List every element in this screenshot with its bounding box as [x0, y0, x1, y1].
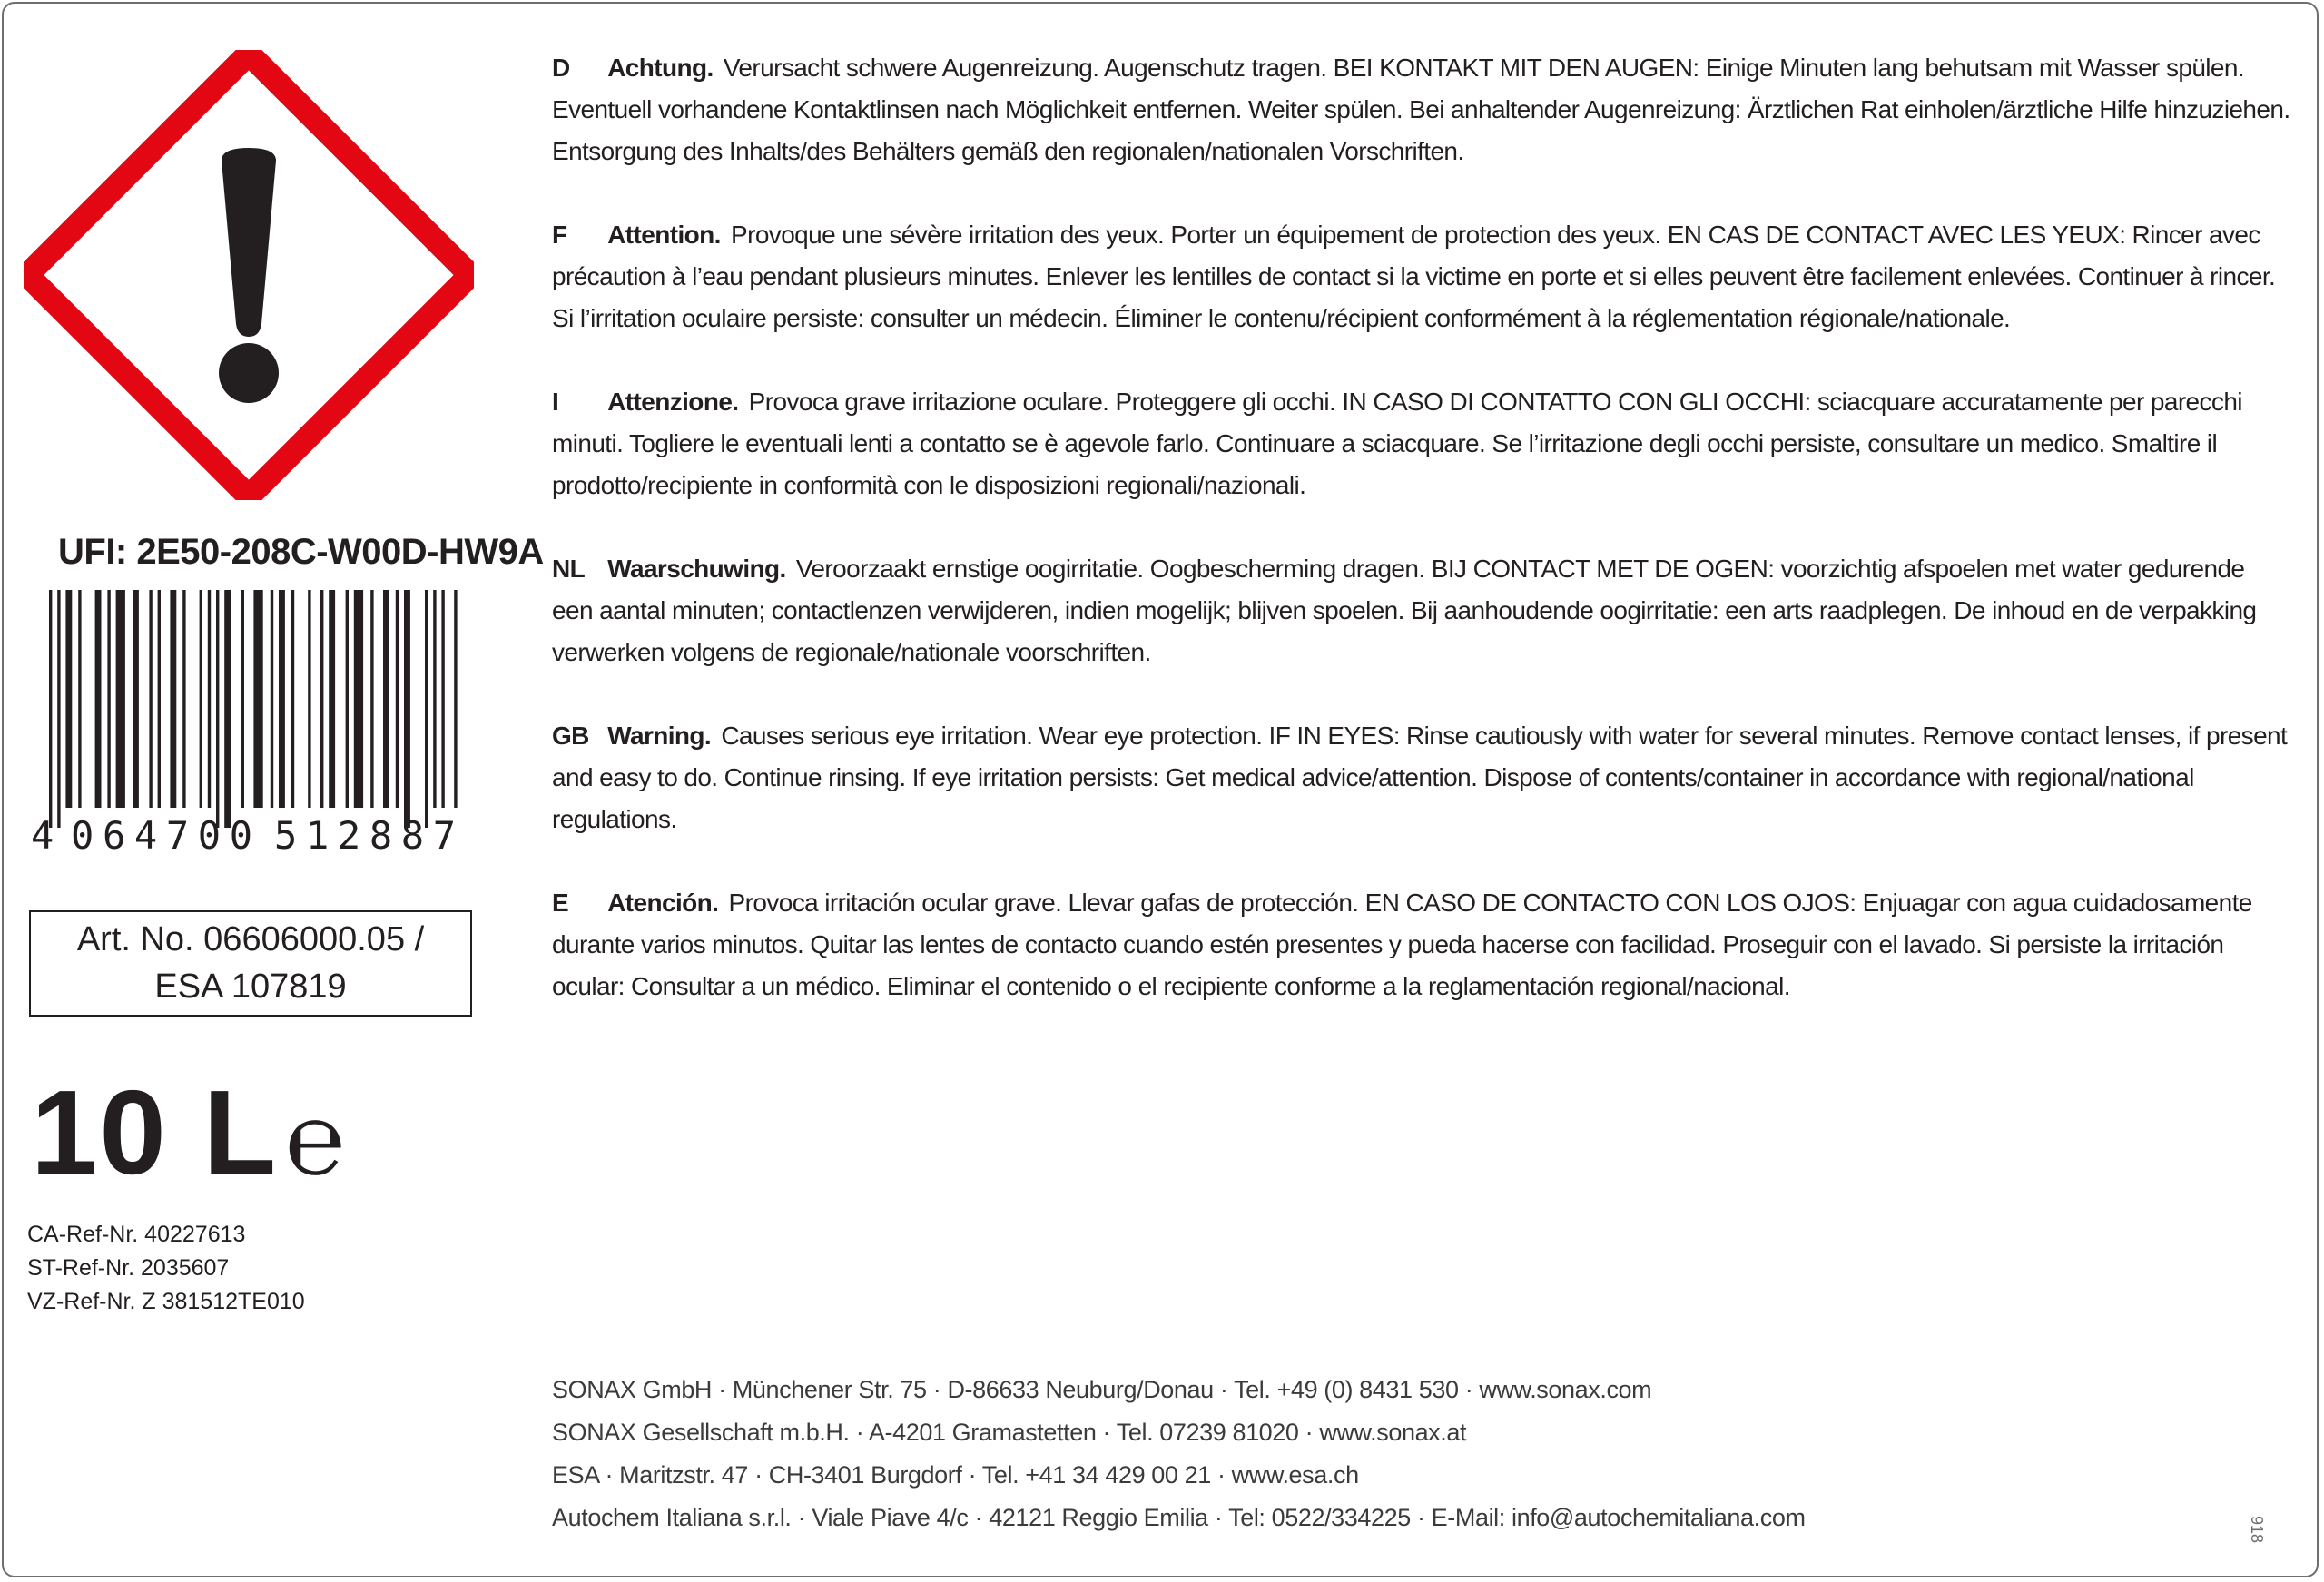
reference-numbers: [27, 1218, 305, 1319]
barcode-bar: [329, 590, 335, 808]
article-number: Art. No. 06606000.05 /: [76, 920, 425, 958]
language-code: E: [552, 889, 569, 917]
warning-text: Veroorzaakt ernstige oogirritatie. Oogbescherming dragen. BIJ CONTACT MET DE OGEN: voorzichtig afspoelen met water gedurende een aantal minuten; contactlenzen verwijderen, indien mogelijk; blijven spoelen. Bij aanhoudende oogirritatie: een arts raadplegen. De inhoud en de verpakking verwerken volgens de regionale/nationale voorschriften.: [552, 555, 2257, 666]
warning-text: Provoque une sévère irritation des yeux. Porter un équipement de protection des yeux. EN CAS DE CONTACT AVEC LES YEUX: Rincer avec précaution à l’eau pendant plusieurs minutes. Enlever les lentilles de contact si la victime en porte et si elles peuvent être facilement enlevées. Continuer à rincer. Si l’irritation oculaire persiste: consulter un médecin. Éliminer le contenu/récipient conformément à la réglementation régionale/nationale.: [552, 221, 2276, 332]
barcode-bar: [116, 590, 125, 808]
barcode-bar: [49, 590, 52, 828]
barcode-bar: [396, 590, 399, 808]
barcode-bar: [271, 590, 273, 808]
barcode-bar: [291, 590, 294, 808]
language-code: GB: [552, 722, 589, 750]
barcode-bar: [182, 590, 185, 808]
language-code: F: [552, 221, 567, 249]
signal-word: Warning.: [607, 722, 712, 750]
warning-text: Causes serious eye irritation. Wear eye protection. IF IN EYES: Rinse cautiously with water for several minutes. Remove contact lenses, if present and easy to do. Continue rinsing. If eye irritation persists: Get medical advice/attention. Dispose of contents/container in accordance with regional/national regulations.: [552, 722, 2288, 833]
st-ref: ST-Ref-Nr. 2035607: [27, 1255, 230, 1281]
volume-amount: 10 L: [31, 1066, 279, 1199]
barcode-left-digits: 064700: [71, 813, 252, 853]
volume-label: [31, 1066, 348, 1203]
warning-fr: [552, 214, 2290, 339]
ean-barcode: [31, 590, 472, 853]
warning-nl: [552, 548, 2290, 673]
barcode-bar: [441, 590, 444, 808]
address-autochem-it: Autochem Italiana s.r.l. · Viale Piave 4/c · 42121 Reggio Emilia · Tel: 0522/334225 · E-Mail: info@autochemitaliana.com: [552, 1504, 1806, 1531]
barcode-bar: [78, 590, 81, 808]
vz-ref: VZ-Ref-Nr. Z 381512TE010: [27, 1289, 305, 1314]
barcode-bar: [208, 590, 211, 808]
warning-gb: [552, 715, 2290, 840]
barcode-bar: [279, 590, 285, 808]
warning-text: Verursacht schwere Augenreizung. Augenschutz tragen. BEI KONTAKT MIT DEN AUGEN: Einige Minuten lang behutsam mit Wasser spülen. Eventuell vorhandene Kontaktlinsen nach Möglichkeit entfernen. Weiter spülen. Bei anhaltender Augenreizung: Ärztlichen Rat einholen/ärztliche Hilfe hinzuziehen. Entsorgung des Inhalts/des Behälters gemäß den regionalen/nationalen Vorschriften.: [552, 54, 2290, 165]
version-code: 918: [2248, 1516, 2266, 1544]
barcode-bar: [133, 590, 139, 808]
ca-ref: CA-Ref-Nr. 40227613: [27, 1222, 246, 1247]
hazard-statements: [552, 47, 2290, 1049]
barcode-bar: [433, 590, 436, 808]
language-code: I: [552, 388, 559, 416]
barcode-bar: [241, 590, 244, 808]
barcode-bar: [370, 590, 373, 808]
warning-es: [552, 882, 2290, 1007]
esa-number: ESA 107819: [154, 968, 347, 1006]
manufacturer-addresses: [552, 1369, 1806, 1539]
estimated-sign: ℮: [285, 1081, 348, 1197]
signal-word: Waarschuwing.: [607, 555, 786, 583]
barcode-bar: [149, 590, 152, 808]
left-column: [0, 0, 544, 1582]
barcode-bar: [158, 590, 161, 808]
barcode-bar: [383, 590, 389, 808]
barcode-bar: [200, 590, 202, 808]
barcode-bar: [57, 590, 60, 828]
barcode-bar: [107, 590, 110, 808]
ufi-code: UFI: 2E50-208C-W00D-HW9A: [58, 532, 544, 572]
article-number-box: [29, 910, 472, 1017]
address-sonax-at: SONAX Gesellschaft m.b.H. · A-4201 Gramastetten · Tel. 07239 81020 · www.sonax.at: [552, 1419, 1467, 1446]
barcode-bar: [65, 590, 72, 808]
barcode-bar: [253, 590, 262, 808]
barcode-bar: [170, 590, 176, 808]
address-sonax-de: SONAX GmbH · Münchener Str. 75 · D-86633 Neuburg/Donau · Tel. +49 (0) 8431 530 · www.sonax.com: [552, 1376, 1652, 1403]
barcode-bar: [95, 590, 102, 808]
signal-word: Achtung.: [607, 54, 714, 82]
barcode-bar: [404, 590, 410, 828]
warning-text: Provoca irritación ocular grave. Llevar gafas de protección. EN CASO DE CONTACTO CON LOS OJOS: Enjuagar con agua cuidadosamente durante varios minutos. Quitar las lentes de contacto cuando estén presentes y pueda hacerse con facilidad. Proseguir con el lavado. Si persiste la irritación ocular: Consultar a un médico. Eliminar el contenido o el recipiente conforme a la reglamentación regional/nacional.: [552, 889, 2252, 1000]
signal-word: Attention.: [607, 221, 721, 249]
barcode-bar: [425, 590, 428, 828]
barcode-bar: [320, 590, 323, 808]
signal-word: Atención.: [607, 889, 719, 917]
barcode-bar: [308, 590, 310, 808]
barcode-bar: [454, 590, 457, 808]
barcode-bar: [224, 590, 231, 828]
signal-word: Attenzione.: [607, 388, 739, 416]
language-code: D: [552, 54, 570, 82]
address-esa-ch: ESA · Maritzstr. 47 · CH-3401 Burgdorf · Tel. +41 34 429 00 21 · www.esa.ch: [552, 1461, 1359, 1489]
language-code: NL: [552, 555, 586, 583]
barcode-first-digit: 4: [31, 813, 54, 853]
warning-text: Provoca grave irritazione oculare. Proteggere gli occhi. IN CASO DI CONTATTO CON GLI OCCHI: sciacquare accuratamente per parecchi minuti. Togliere le eventuali lenti a contatto se è agevole farlo. Continuare a sciacquare. Se l’irritazione degli occhi persiste, consultare un medico. Smaltire il prodotto/recipiente in conformità con le disposizioni regionali/nazionali.: [552, 388, 2242, 499]
barcode-bar: [216, 590, 219, 828]
ghs-exclamation-pictogram: [24, 50, 474, 500]
warning-it: [552, 381, 2290, 506]
barcode-right-digits: 512887: [274, 813, 456, 853]
barcode-bar: [354, 590, 363, 808]
warning-de: [552, 47, 2290, 172]
barcode-bar: [346, 590, 349, 808]
